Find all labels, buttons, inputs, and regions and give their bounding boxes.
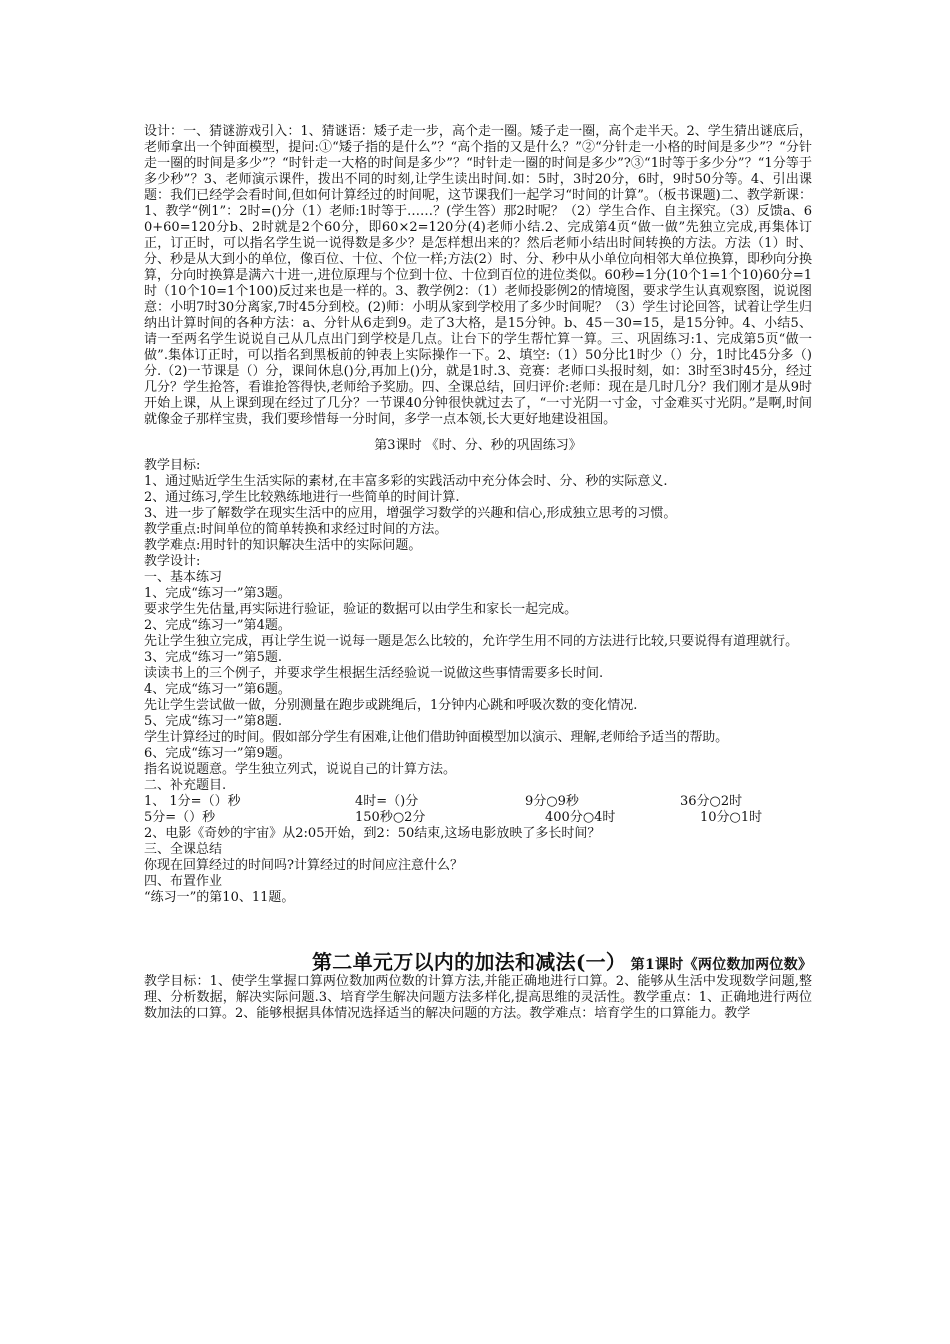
exercise-row-2 [144, 810, 812, 826]
exercise-item-6: 4、完成“练习一”第6题。 [144, 682, 291, 697]
exercise-item-8: 5、完成“练习一”第8题. [144, 714, 282, 729]
key-point: 教学重点:时间单位的简单转换和求经过时间的方法。 [144, 522, 448, 537]
homework-text: “练习一”的第10、11题。 [144, 890, 295, 905]
exercise-item-5: 3、完成“练习一”第5题. [144, 650, 282, 665]
exercise-note-8: 学生计算经过的时间。假如部分学生有困难,让他们借助钟面模型加以演示、理解,老师给予适当的帮助。 [144, 730, 728, 745]
exercise-note-6: 先让学生尝试做一做，分别测量在跑步或跳绳后，1分钟内心跳和呼吸次数的变化情况. [144, 698, 638, 713]
design-heading: 教学设计: [144, 554, 201, 569]
summary-question: 你现在回算经过的时间吗?计算经过的时间应注意什么？ [144, 858, 463, 873]
lesson3-body [144, 458, 812, 906]
unit2-section [144, 950, 812, 1022]
section-summary: 三、全课总结 [144, 842, 223, 857]
exercise-note-9: 指名说说题意。学生独立列式，说说自己的计算方法。 [144, 762, 457, 777]
objective-1: 1、通过贴近学生生活实际的素材,在丰富多彩的实践活动中充分体会时、分、秒的实际意义. [144, 474, 668, 489]
objectives-heading: 教学目标: [144, 458, 201, 473]
exercise-cell: 9分○9秒 [525, 794, 579, 809]
exercise-cell: 4时=（)分 [355, 794, 419, 809]
exercise-cell: 10分○1时 [700, 810, 763, 825]
section-homework: 四、布置作业 [144, 874, 223, 889]
exercise-note-4: 先让学生独立完成，再让学生说一说每一题是怎么比较的，允许学生用不同的方法进行比较,只要说得有道理就行。 [144, 634, 799, 649]
section-basic-practice: 一、基本练习 [144, 570, 223, 585]
unit2-heading: 第二单元万以内的加法和减法(一） [312, 950, 627, 974]
exercise-cell: 150秒○2分 [355, 810, 426, 825]
document-page [144, 124, 812, 1035]
exercise-row-1 [144, 794, 812, 810]
movie-question: 2、电影《奇妙的宇宙》从2:05开始，到2：50结束,这场电影放映了多长时间？ [144, 826, 601, 841]
unit2-text: 教学目标：1、使学生掌握口算两位数加两位数的计算方法,并能正确地进行口算。2、能够从生活中发现数学问题,整理、分析数据，解决实际问题.3、培育学生解决问题方法多样化,提高思维的灵活性。教学重点：1、正确地进行两位数加法的口算。2、能够根据具体情况选择适当的解决问题的方法。教学难点：培育学生的口算能力。教学 [144, 974, 812, 1021]
exercise-item-9: 6、完成“练习一”第9题。 [144, 746, 291, 761]
unit2-lesson-title-lead: 第1课时《两 [630, 957, 713, 973]
exercise-note-3: 要求学生先估量,再实际进行验证，验证的数据可以由学生和家长一起完成。 [144, 602, 578, 617]
lesson2-design-paragraph: 设计：一、猜谜游戏引入：1、猜谜语：矮子走一步，高个走一圈。矮子走一圈，高个走半天。2、学生猜出谜底后，老师拿出一个钟面模型，提问:①“矮子指的是什么”？“高个指的又是什么？”②“分针走一小格的时间是多少”？“分针走一圈的时间是多少”？“时针走一大格的时间是多少”？“时针走一圈的时间是多少”?③“1时等于多少分”？“1分等于多少秒”？3、老师演示课件，拨出不同的时刻,让学生读出时间.如：5时，3时20分，6时，9时50分等。4、引出课题：我们已经学会看时间,但如何计算经过的时间呢，这节课我们一起学习“时间的计算”。（板书课题)二、教学新课：1、教学“例1”：2时=()分（1）老师:1时等于……？(学生答）那2时呢？（2）学生合作、自主探究。（3）反馈a、60+60=120分b、2时就是2个60分，即60×2=120分(4)老师小结.2、完成第4页“做一做”先独立完成,再集体订正，订正时，可以指名学生说一说得数是多少？是怎样想出来的？然后老师小结出时间转换的方法。方法（1）时、分、秒是从大到小的单位，像百位、十位、个位一样;方法(2）时、分、秒中从小单位向相邻大单位换算，即秒向分换算，分向时换算是满六十进一,进位原理与个位到十位、十位到百位的进位类似。60秒=1分(10个1=1个10)60分=1时（10个10=1个100)反过来也是一样的。3、教学例2：（1）老师投影例2的情境图，要求学生认真观察图，说说图意：小明7时30分离家,7时45分到校。(2)师：小明从家到学校用了多少时间呢？（3）学生讨论回答，试着让学生归纳出计算时间的各种方法：a、分针从6走到9。走了3大格，是15分钟。b、45－30=15，是15分钟。4、小结5、请一至两名学生说说自己从几点出门到学校是几点。让台下的学生帮忙算一算。三、巩固练习:1、完成第5页“做一做”.集体订正时，可以指名到黑板前的钟表上实际操作一下。2、填空:（1）50分比1时少（）分，1时比45分多（)分.（2)一节课是（）分，课间休息()分,再加上()分，就是1时.3、竞赛：老师口头报时刻，如：3时至3时45分，经过几分？学生抢答，看谁抢答得快,老师给予奖励。四、全课总结，回归评价:老师：现在是几时几分？我们刚才是从9时开始上课，从上课到现在经过了几分？一节课40分钟很快就过去了，“一寸光阴一寸金，寸金难买寸光阴。”是啊,时间就像金子那样宝贵，我们要珍惜每一分时间，多学一点本领,长大更好地建设祖国。 [144, 124, 812, 427]
section-supplementary: 二、补充题目. [144, 778, 227, 793]
exercise-note-5: 读读书上的三个例子，并要求学生根据生活经验说一说做这些事情需要多长时间. [144, 666, 604, 681]
unit2-lesson-title-rest: 位数加两位数》 [712, 957, 812, 973]
exercise-item-4: 2、完成“练习一”第4题。 [144, 618, 291, 633]
exercise-cell: 400分○4时 [545, 810, 616, 825]
exercise-cell: 5分=（）秒 [144, 810, 216, 825]
difficult-point: 教学难点:用时针的知识解决生活中的实际问题。 [144, 538, 422, 553]
exercise-cell: 36分○2时 [680, 794, 743, 809]
objective-3: 3、进一步了解数学在现实生活中的应用，增强学习数学的兴趣和信心,形成独立思考的习惯。 [144, 506, 677, 521]
objective-2: 2、通过练习,学生比较熟练地进行一些简单的时间计算. [144, 490, 460, 505]
exercise-item-3: 1、完成“练习一”第3题。 [144, 586, 291, 601]
exercise-cell: 1、 1分=（）秒 [144, 794, 241, 809]
lesson3-title: 第3课时 《时、分、秒的巩固练习》 [374, 438, 582, 453]
